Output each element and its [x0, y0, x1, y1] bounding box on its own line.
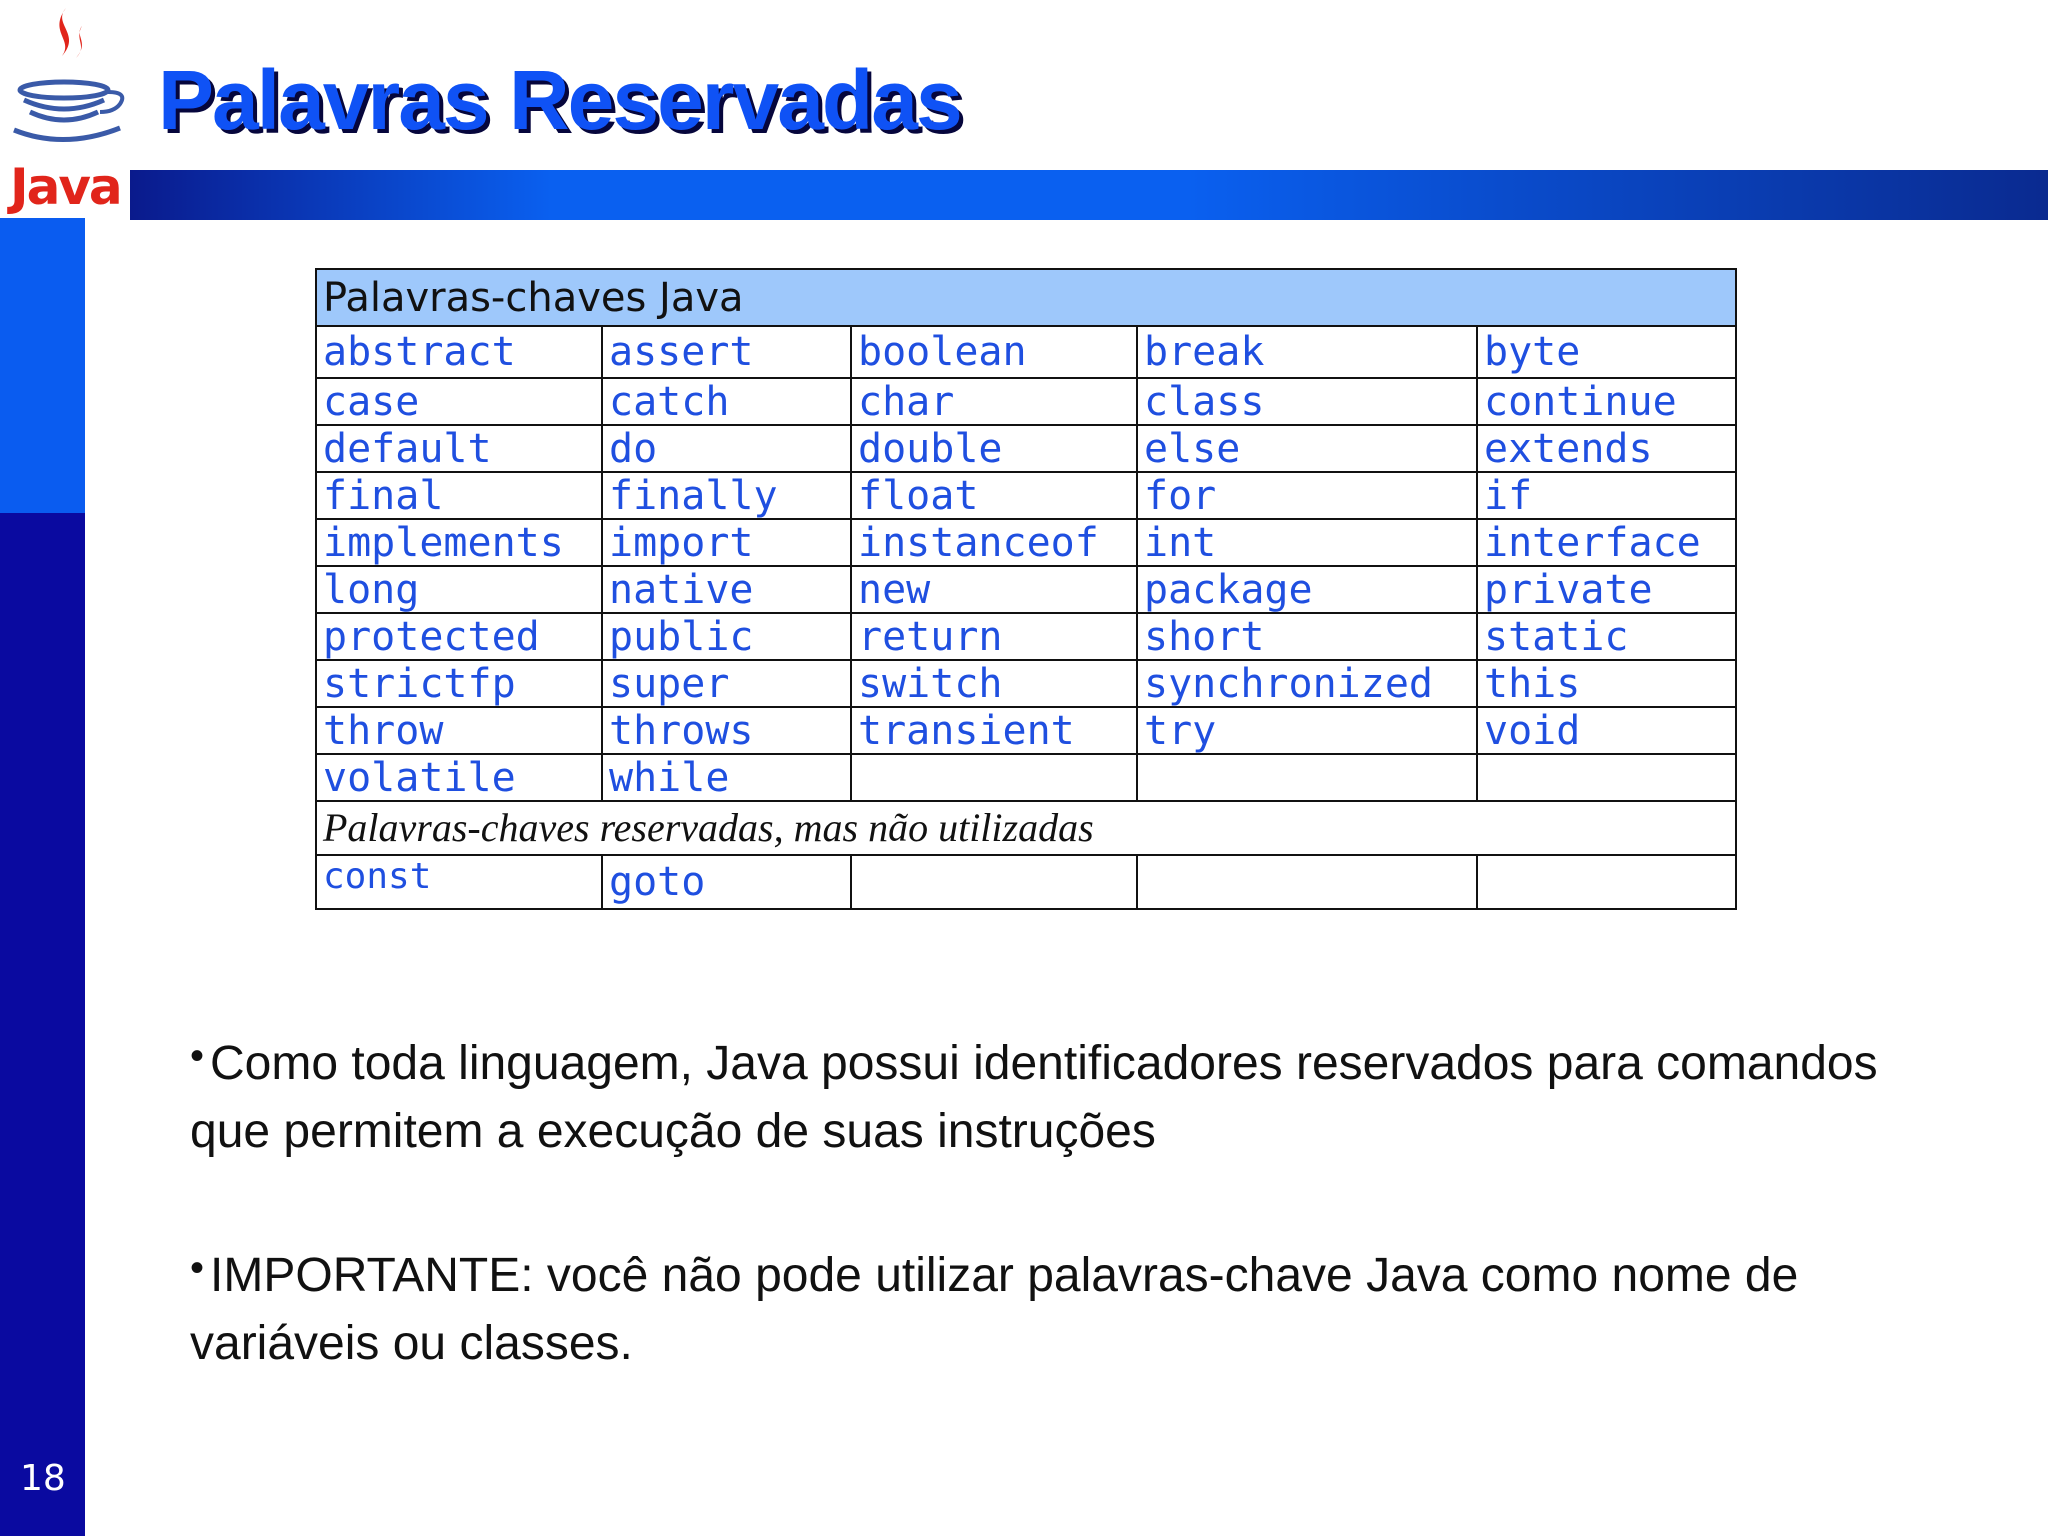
- keyword-cell: catch: [602, 378, 851, 425]
- bullet-list: [190, 1022, 1910, 1446]
- keyword-cell: short: [1137, 613, 1477, 660]
- keyword-cell: volatile: [316, 754, 602, 801]
- reserved-header-row: [316, 801, 1736, 855]
- table-row: [316, 613, 1736, 660]
- keyword-cell: switch: [851, 660, 1137, 707]
- bullet-symbol: •: [190, 1034, 205, 1078]
- keyword-cell: final: [316, 472, 602, 519]
- keyword-cell: while: [602, 754, 851, 801]
- keyword-cell: case: [316, 378, 602, 425]
- keyword-cell: [1477, 855, 1736, 909]
- keyword-cell: float: [851, 472, 1137, 519]
- keyword-cell: strictfp: [316, 660, 602, 707]
- keyword-cell: goto: [602, 855, 851, 909]
- table-row: [316, 425, 1736, 472]
- keyword-cell: else: [1137, 425, 1477, 472]
- table-row: [316, 519, 1736, 566]
- coffee-cup-icon: [4, 0, 130, 160]
- bullet-text: IMPORTANTE: você não pode utilizar palavras-chave Java como nome de variáveis ou classes.: [190, 1249, 1799, 1370]
- keyword-cell: break: [1137, 326, 1477, 378]
- keyword-cell: class: [1137, 378, 1477, 425]
- table-row: [316, 754, 1736, 801]
- table-row: [316, 566, 1736, 613]
- table-row: [316, 707, 1736, 754]
- keyword-cell: default: [316, 425, 602, 472]
- keyword-cell: long: [316, 566, 602, 613]
- keyword-cell: assert: [602, 326, 851, 378]
- bullet-item: [190, 1022, 1910, 1166]
- keyword-cell: [1477, 754, 1736, 801]
- keyword-cell: return: [851, 613, 1137, 660]
- reserved-header: Palavras-chaves reservadas, mas não utilizadas: [316, 801, 1736, 855]
- keyword-cell: private: [1477, 566, 1736, 613]
- left-bar: [0, 513, 85, 1536]
- keyword-cell: finally: [602, 472, 851, 519]
- keyword-cell: static: [1477, 613, 1736, 660]
- keyword-cell: synchronized: [1137, 660, 1477, 707]
- keyword-cell: interface: [1477, 519, 1736, 566]
- logo-text: Java: [10, 158, 121, 216]
- keyword-cell: instanceof: [851, 519, 1137, 566]
- keyword-cell: do: [602, 425, 851, 472]
- table-row: [316, 378, 1736, 425]
- keyword-cell: native: [602, 566, 851, 613]
- keyword-cell: abstract: [316, 326, 602, 378]
- keyword-cell: const: [316, 855, 602, 909]
- table-header-row: [316, 269, 1736, 326]
- keyword-cell: import: [602, 519, 851, 566]
- keyword-cell: implements: [316, 519, 602, 566]
- keyword-cell: [1137, 754, 1477, 801]
- bullet-text: Como toda linguagem, Java possui identificadores reservados para comandos que permitem a execução de suas instruções: [190, 1037, 1878, 1158]
- keyword-cell: super: [602, 660, 851, 707]
- left-bar-accent: [0, 218, 85, 513]
- keyword-cell: if: [1477, 472, 1736, 519]
- keyword-cell: transient: [851, 707, 1137, 754]
- keywords-table: [315, 268, 1737, 910]
- keyword-cell: [851, 855, 1137, 909]
- java-logo: [4, 0, 130, 220]
- header-bar: [130, 170, 2048, 220]
- table-row: [316, 326, 1736, 378]
- keyword-cell: double: [851, 425, 1137, 472]
- keyword-cell: throws: [602, 707, 851, 754]
- table-row: [316, 855, 1736, 909]
- keyword-cell: this: [1477, 660, 1736, 707]
- bullet-symbol: •: [190, 1246, 205, 1290]
- keyword-cell: try: [1137, 707, 1477, 754]
- keyword-cell: [1137, 855, 1477, 909]
- page-number: 18: [20, 1458, 66, 1499]
- keyword-cell: int: [1137, 519, 1477, 566]
- keyword-cell: boolean: [851, 326, 1137, 378]
- keyword-cell: new: [851, 566, 1137, 613]
- table-row: [316, 660, 1736, 707]
- keyword-cell: public: [602, 613, 851, 660]
- table-header: Palavras-chaves Java: [316, 269, 1736, 326]
- slide-title: Palavras Reservadas: [158, 53, 961, 147]
- keyword-cell: protected: [316, 613, 602, 660]
- keyword-cell: package: [1137, 566, 1477, 613]
- keyword-cell: void: [1477, 707, 1736, 754]
- keyword-cell: char: [851, 378, 1137, 425]
- table-row: [316, 472, 1736, 519]
- keyword-cell: continue: [1477, 378, 1736, 425]
- keyword-cell: byte: [1477, 326, 1736, 378]
- bullet-item: [190, 1234, 1910, 1378]
- keyword-cell: throw: [316, 707, 602, 754]
- keyword-cell: for: [1137, 472, 1477, 519]
- keyword-cell: extends: [1477, 425, 1736, 472]
- keyword-cell: [851, 754, 1137, 801]
